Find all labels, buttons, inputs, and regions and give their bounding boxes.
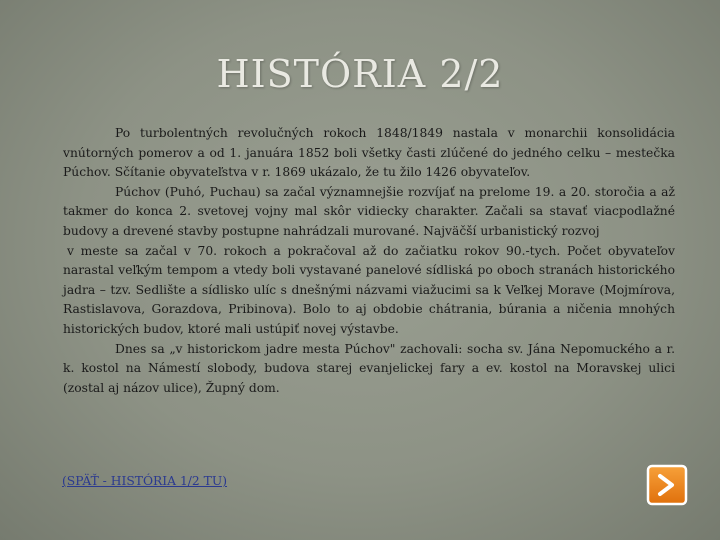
next-button[interactable] <box>646 464 688 506</box>
next-arrow-icon <box>646 464 688 506</box>
paragraph-2: Púchov (Puhó, Puchau) sa začal významnejšie rozvíjať na prelome 19. a 20. storočia a až takmer do konca 2. svetovej vojny mal skôr vidiecky charakter. Začali sa stavať viacpodlažné budovy a drevené stavby postupne nahrádzali murované. Najväčší urbanistický rozvoj <box>63 184 675 238</box>
content-body <box>63 124 675 398</box>
paragraph-4: Dnes sa „v historickom jadre mesta Púchov" zachovali: socha sv. Jána Nepomuckého a r. k. kostol na Námestí slobody, budova starej evanjelickej fary a ev. kostol na Moravskej ulici (zostal aj názov ulice), Župný dom. <box>63 341 675 395</box>
paragraph-1: Po turbolentných revolučných rokoch 1848/1849 nastala v monarchii konsolidácia vnútorných pomerov a od 1. januára 1852 boli všetky časti zlúčené do jedného celku – mestečka Púchov. Sčítanie obyvateľstva v r. 1869 ukázalo, že tu žilo 1426 obyvateľov. <box>63 126 675 180</box>
slide-title: HISTÓRIA 2/2 <box>216 52 504 96</box>
back-link[interactable]: (SPÄŤ - HISTÓRIA 1/2 TU) <box>62 474 228 488</box>
paragraph-3: v meste sa začal v 70. rokoch a pokračoval až do začiatku rokov 90.-tych. Počet obyvateľov narastal veľkým tempom a vtedy boli vystavané panelové sídliská po oboch stranách historického jadra – tzv. Sedlište a sídlisko ulíc s dnešnými názvami viažucimi sa k Veľkej Morave (Mojmírova, Rastislavova, Gorazdova, Pribinova). Bolo to aj obdobie chátrania, búrania a ničenia mnohých historických budov, ktoré mali ustúpiť novej výstavbe. <box>63 243 675 336</box>
